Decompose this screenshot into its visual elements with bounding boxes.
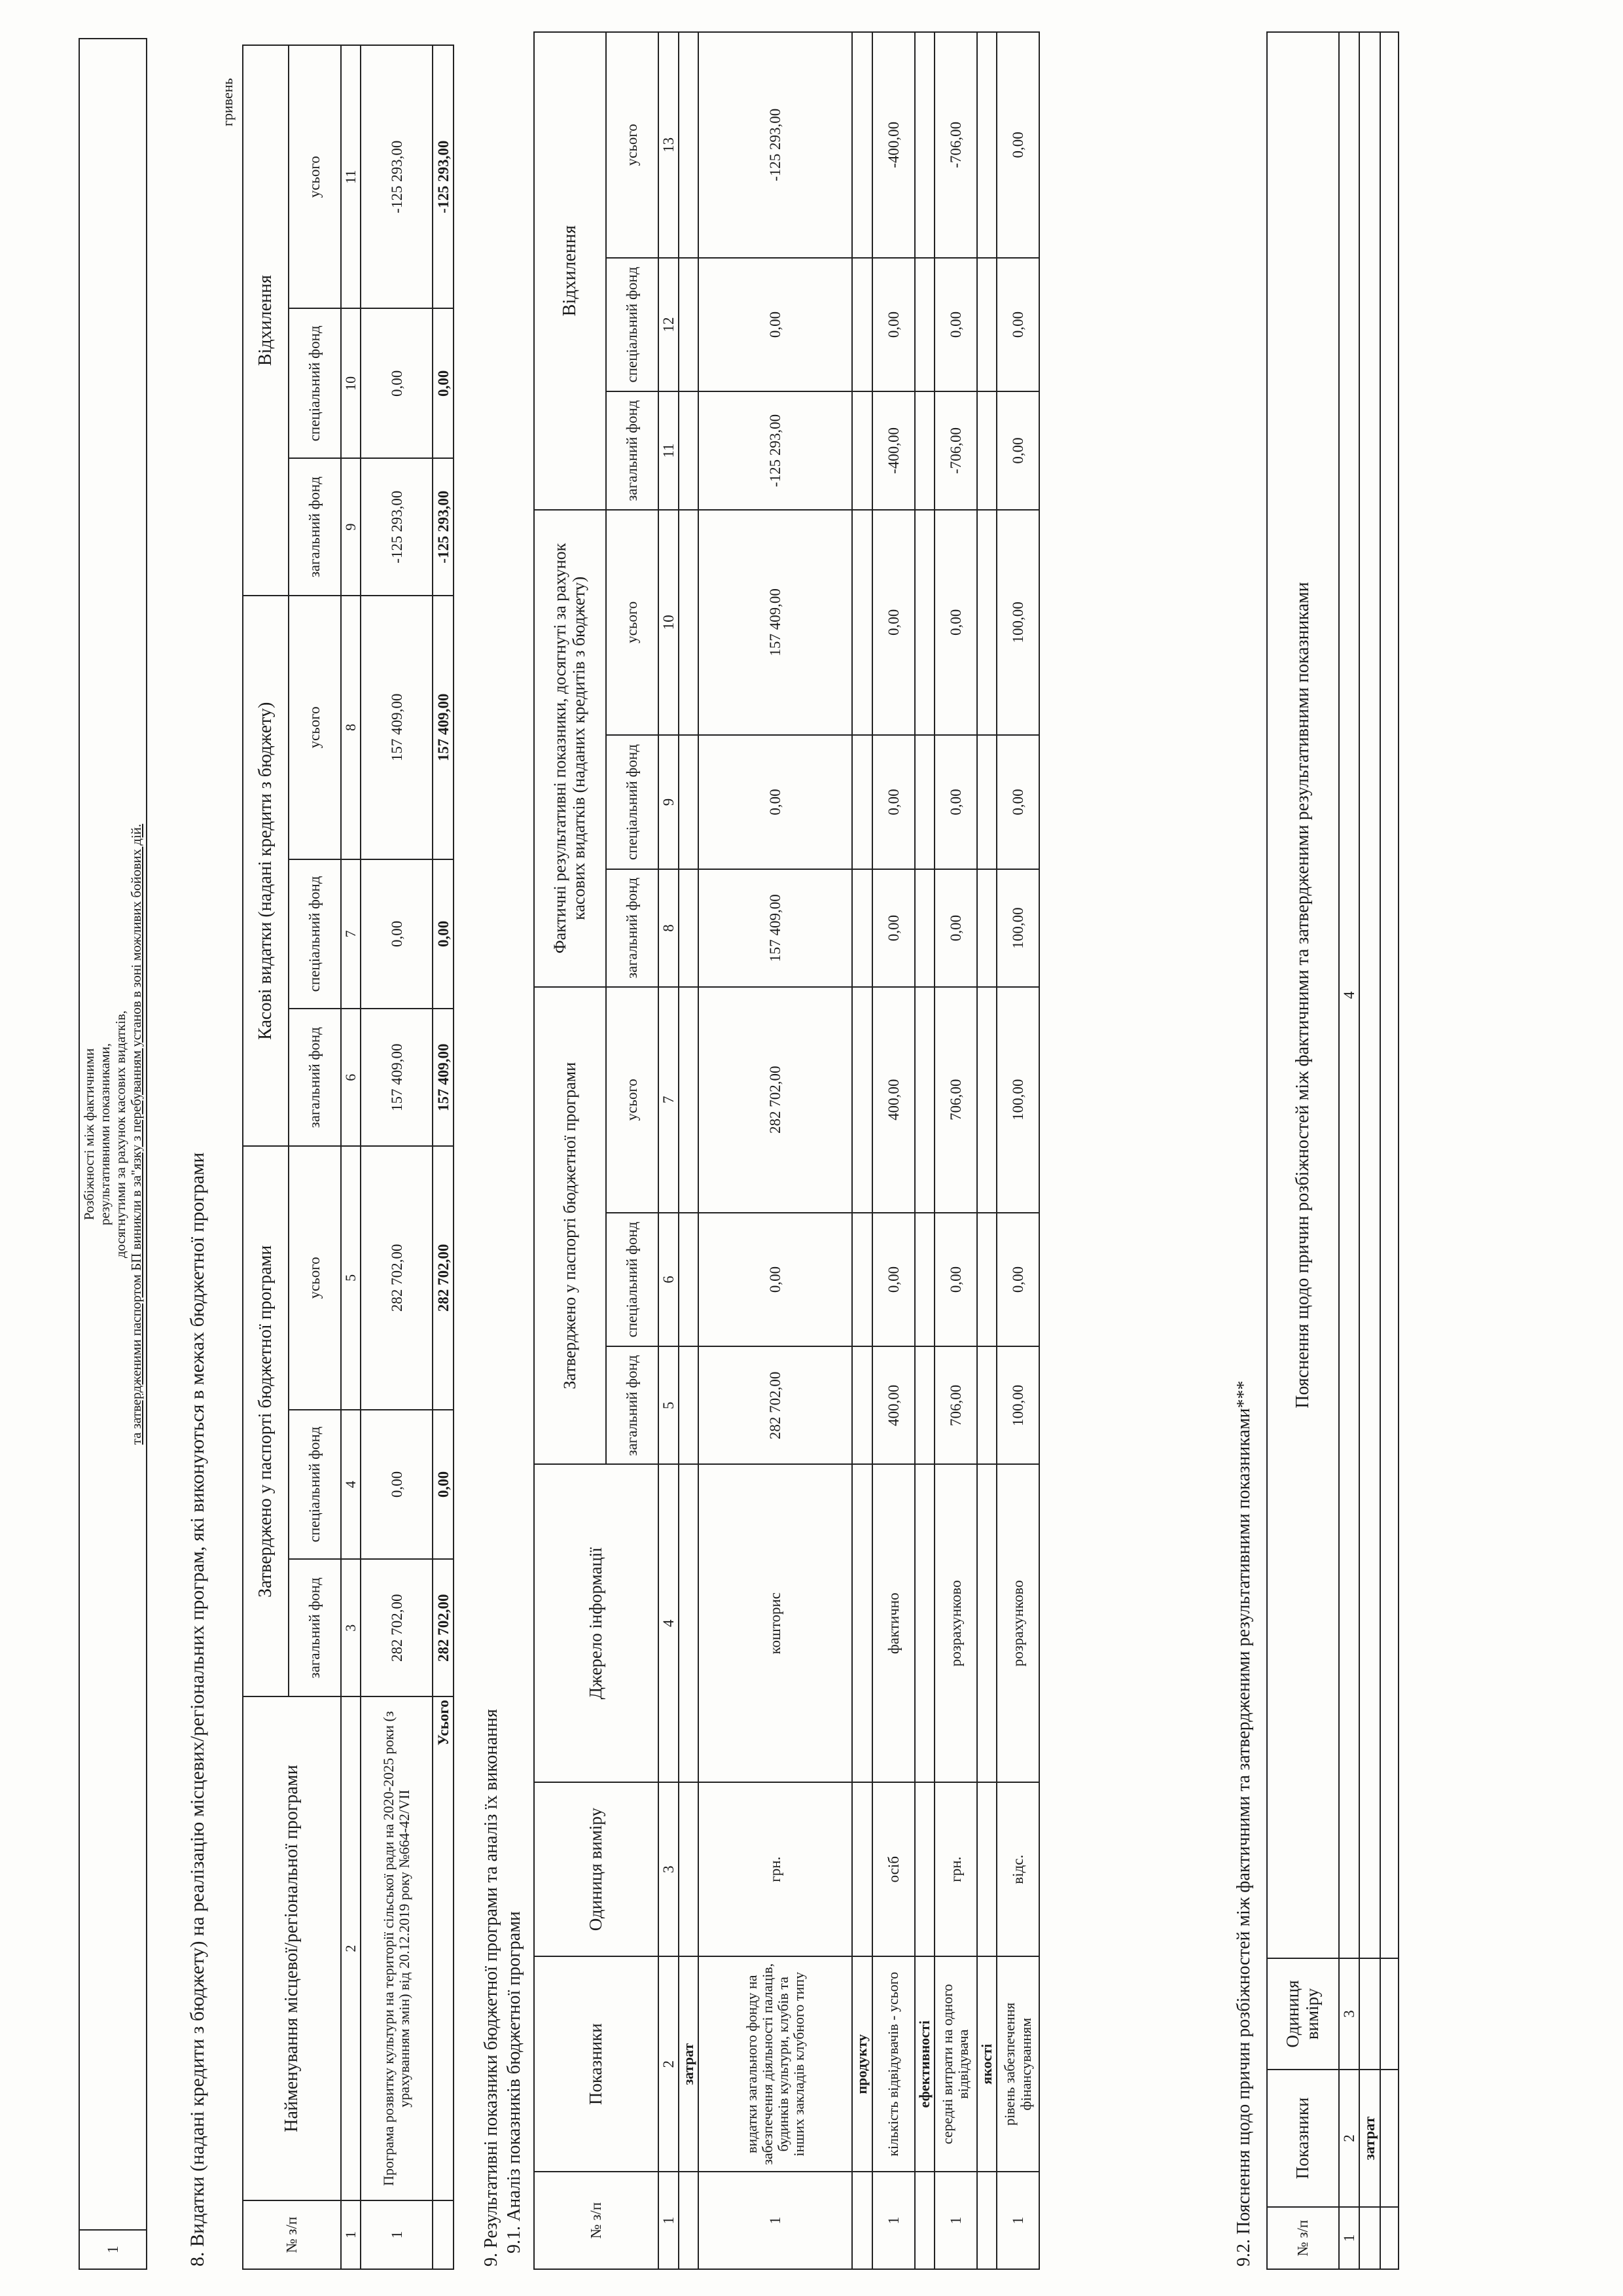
s9-cell: -400,00: [872, 32, 915, 258]
s92-h-explain: Пояснення щодо причин розбіжностей між фактичними та затвердженими результативними показниками: [1267, 32, 1339, 1958]
s9-h-total: усього: [606, 987, 658, 1213]
s8-colnum: 3: [341, 1559, 361, 1696]
s9-row-source: розрахунково: [997, 1464, 1039, 1782]
s9-row-source: фактично: [872, 1464, 915, 1782]
table-row-total: [433, 45, 454, 2269]
group-empty: [1359, 2207, 1380, 2269]
s8-h-total: усього: [289, 45, 341, 308]
empty-cell: [1380, 2070, 1399, 2207]
s9-h-unit: Одиниця виміру: [534, 1782, 658, 1956]
s9-cell: 0,00: [935, 869, 977, 987]
s92-colnum: 2: [1339, 2070, 1359, 2207]
s8-h-special: спеціальний фонд: [289, 308, 341, 458]
s8-total-cell: 0,00: [433, 308, 454, 458]
s9-row-unit: осіб: [872, 1782, 915, 1956]
group-empty: [977, 2172, 997, 2269]
s9-h-total: усього: [606, 510, 658, 736]
s9-colnum: 4: [658, 1464, 679, 1782]
group-label: ефективності: [915, 1956, 935, 2172]
s8-total-cell: 157 409,00: [433, 1009, 454, 1146]
carryover-line: та затвердженими паспортом БП виникли в за"язку з перебуванням установ в зоні можливих бойових дій.: [128, 823, 145, 1445]
carryover-table: [79, 38, 147, 2270]
table-row: [361, 45, 433, 2269]
s92-h-unit: Одиниця виміру: [1267, 1958, 1339, 2070]
s8-cell: -125 293,00: [361, 45, 433, 308]
s8-h-approved: Затверджено у паспорті бюджетної програми: [243, 1146, 289, 1696]
s8-h-general: загальний фонд: [289, 1009, 341, 1146]
s9-row-indicator: кількість відвідувачів - усього: [872, 1956, 915, 2172]
s9-colnum: 11: [658, 391, 679, 509]
s9-cell: 400,00: [872, 1346, 915, 1464]
s9-colnum: 12: [658, 258, 679, 392]
s9-cell: 706,00: [935, 1346, 977, 1464]
s8-colnum: 8: [341, 596, 361, 859]
s9-cell: 100,00: [997, 1346, 1039, 1464]
s8-colnum: 2: [341, 1696, 361, 2200]
s8-h-general: загальний фонд: [289, 458, 341, 596]
s92-h-num: № з/п: [1267, 2207, 1339, 2269]
carryover-line: Розбіжності між фактичними: [81, 1048, 97, 1221]
s9-row-source: розрахунково: [935, 1464, 977, 1782]
s9-cell: -125 293,00: [698, 391, 852, 509]
s9-h-special: спеціальний фонд: [606, 1213, 658, 1347]
s8-cell: 157 409,00: [361, 596, 433, 859]
table-row: [997, 32, 1039, 2269]
section91-table: [533, 31, 1040, 2270]
carryover-num: 1: [79, 2230, 147, 2269]
s92-colnum: 1: [1339, 2207, 1359, 2269]
group-empty: [915, 2172, 935, 2269]
s9-cell: 282 702,00: [698, 987, 852, 1213]
s8-h-cash: Касові видатки (надані кредити з бюджету): [243, 596, 289, 1146]
s9-h-actual: Фактичні результативні показники, досягнуті за рахунок касових видатків (наданих кредитів з бюджету): [534, 510, 606, 987]
s8-cell: 282 702,00: [361, 1559, 433, 1696]
s9-colnum: 10: [658, 510, 679, 736]
s8-cell: 0,00: [361, 1410, 433, 1560]
s9-row-num: 1: [872, 2172, 915, 2269]
group-label: затрат: [679, 1956, 698, 2172]
s92-colnum: 4: [1339, 32, 1359, 1958]
s8-cell: 0,00: [361, 859, 433, 1009]
s9-cell: -706,00: [935, 32, 977, 258]
s9-cell: 100,00: [997, 987, 1039, 1213]
s9-cell: 157 409,00: [698, 510, 852, 736]
s9-row-source: кошторис: [698, 1464, 852, 1782]
table-row: [698, 32, 852, 2269]
s9-cell: 0,00: [997, 32, 1039, 258]
s9-h-num: № з/п: [534, 2172, 658, 2269]
s8-h-total: усього: [289, 1146, 341, 1409]
s9-h-general: загальний фонд: [606, 391, 658, 509]
s9-h-approved: Затверджено у паспорті бюджетної програми: [534, 987, 606, 1464]
s9-row-indicator: рівень забезпечення фінансуванням: [997, 1956, 1039, 2172]
s8-cell: 282 702,00: [361, 1146, 433, 1409]
s9-row-indicator: середні витрати на одного відвідувача: [935, 1956, 977, 2172]
s9-colnum: 2: [658, 1956, 679, 2172]
s8-colnum: 6: [341, 1009, 361, 1146]
empty-cell: [1380, 32, 1399, 1958]
s92-colnum: 3: [1339, 1958, 1359, 2070]
s9-colnum: 8: [658, 869, 679, 987]
s8-total-cell: -125 293,00: [433, 458, 454, 596]
carryover-text: [79, 39, 147, 2230]
group-empty: [679, 2172, 698, 2269]
s8-h-name: Найменування місцевої/регіональної програми: [243, 1696, 341, 2200]
s9-cell: 0,00: [935, 510, 977, 736]
s9-row-unit: грн.: [935, 1782, 977, 1956]
s8-total-empty: [433, 2200, 454, 2269]
s8-h-special: спеціальний фонд: [289, 1410, 341, 1560]
s9-cell: 0,00: [872, 510, 915, 736]
s9-colnum: 3: [658, 1782, 679, 1956]
section92-title: 9.2. Пояснення щодо причин розбіжностей між фактичними та затвердженими результативними показниками***: [1234, 1380, 1254, 2267]
s8-total-cell: 0,00: [433, 859, 454, 1009]
s9-h-special: спеціальний фонд: [606, 735, 658, 869]
empty-cell: [1380, 1958, 1399, 2070]
s8-h-deviation: Відхилення: [243, 45, 289, 596]
s9-cell: 0,00: [997, 735, 1039, 869]
carryover-line: досягнутими за рахунок касових видатків,: [113, 1010, 129, 1259]
s8-cell: 0,00: [361, 308, 433, 458]
s9-cell: 400,00: [872, 987, 915, 1213]
group-label: продукту: [852, 1956, 872, 2172]
s9-row-indicator: видатки загального фонду на забезпечення діяльності палаців, будинків культури, клубів та інших закладів клубного типу: [698, 1956, 852, 2172]
s8-colnum: 7: [341, 859, 361, 1009]
s9-cell: 0,00: [698, 735, 852, 869]
s9-colnum: 1: [658, 2172, 679, 2269]
s8-colnum: 1: [341, 2200, 361, 2269]
s9-h-deviation: Відхилення: [534, 32, 606, 510]
s9-colnum: 9: [658, 735, 679, 869]
s9-cell: 0,00: [997, 258, 1039, 392]
s9-cell: 0,00: [698, 258, 852, 392]
group-label: затрат: [1359, 2070, 1380, 2207]
section91-title: 9.1. Аналіз показників бюджетної програми: [504, 1911, 524, 2253]
carryover-line: результативними показниками,: [97, 1043, 113, 1226]
s9-row-num: 1: [997, 2172, 1039, 2269]
table-row: [935, 32, 977, 2269]
s9-h-special: спеціальний фонд: [606, 258, 658, 392]
s8-total-cell: 0,00: [433, 1410, 454, 1560]
group-empty: [852, 2172, 872, 2269]
s8-total-cell: -125 293,00: [433, 45, 454, 308]
s8-cell: -125 293,00: [361, 458, 433, 596]
empty-cell: [1359, 32, 1380, 1958]
s9-h-indicator: Показники: [534, 1956, 658, 2172]
section8-title: 8. Видатки (надані кредити з бюджету) на реалізацію місцевих/регіональних програм, які виконуються в межах бюджетної програми: [187, 1152, 208, 2267]
s9-row-unit: грн.: [698, 1782, 852, 1956]
s9-cell: 0,00: [935, 258, 977, 392]
s8-h-special: спеціальний фонд: [289, 859, 341, 1009]
s8-cell: 157 409,00: [361, 1009, 433, 1146]
empty-cell: [1380, 2207, 1399, 2269]
s9-cell: 282 702,00: [698, 1346, 852, 1464]
s9-cell: 0,00: [872, 1213, 915, 1347]
s9-cell: 0,00: [872, 258, 915, 392]
s9-h-general: загальний фонд: [606, 1346, 658, 1464]
s8-h-num: № з/п: [243, 2200, 341, 2269]
s8-colnum: 11: [341, 45, 361, 308]
s9-row-unit: відс.: [997, 1782, 1039, 1956]
s8-colnum: 9: [341, 458, 361, 596]
s8-colnum: 4: [341, 1410, 361, 1560]
s9-h-total: усього: [606, 32, 658, 258]
s8-row-num: 1: [361, 2200, 433, 2269]
s9-row-num: 1: [698, 2172, 852, 2269]
s8-total-cell: 157 409,00: [433, 596, 454, 859]
s9-cell: -400,00: [872, 391, 915, 509]
s9-cell: 0,00: [872, 735, 915, 869]
s9-colnum: 7: [658, 987, 679, 1213]
s8-h-total: усього: [289, 596, 341, 859]
s9-cell: 0,00: [872, 869, 915, 987]
s9-cell: 0,00: [997, 1213, 1039, 1347]
s9-colnum: 6: [658, 1213, 679, 1347]
s8-colnum: 10: [341, 308, 361, 458]
s9-cell: 157 409,00: [698, 869, 852, 987]
s9-colnum: 5: [658, 1346, 679, 1464]
s9-h-general: загальний фонд: [606, 869, 658, 987]
group-label: якості: [977, 1956, 997, 2172]
s9-cell: 100,00: [997, 869, 1039, 987]
s9-cell: 0,00: [997, 391, 1039, 509]
section8-table: [242, 45, 454, 2270]
s9-cell: -706,00: [935, 391, 977, 509]
s92-h-indicator: Показники: [1267, 2070, 1339, 2207]
table-row: [872, 32, 915, 2269]
s8-colnum: 5: [341, 1146, 361, 1409]
s9-h-source: Джерело інформації: [534, 1464, 658, 1782]
s9-cell: 100,00: [997, 510, 1039, 736]
s8-total-cell: 282 702,00: [433, 1146, 454, 1409]
s9-cell: -125 293,00: [698, 32, 852, 258]
s8-total-label: Усього: [433, 1696, 454, 2200]
section92-table: [1266, 31, 1399, 2270]
unit-label: гривень: [219, 78, 236, 126]
s8-total-cell: 282 702,00: [433, 1559, 454, 1696]
empty-cell: [1359, 1958, 1380, 2070]
s9-cell: 0,00: [935, 1213, 977, 1347]
s9-cell: 0,00: [698, 1213, 852, 1347]
s9-colnum: 13: [658, 32, 679, 258]
s9-cell: 706,00: [935, 987, 977, 1213]
section9-title: 9. Результативні показники бюджетної програми та аналіз їх виконання: [481, 1709, 501, 2267]
s8-h-general: загальний фонд: [289, 1559, 341, 1696]
s9-cell: 0,00: [935, 735, 977, 869]
s9-row-num: 1: [935, 2172, 977, 2269]
s8-row-name: Програма розвитку культури на території сільської ради на 2020-2025 роки (з урахуванням змін) від 20.12.2019 року №664-42/VII: [361, 1696, 433, 2200]
